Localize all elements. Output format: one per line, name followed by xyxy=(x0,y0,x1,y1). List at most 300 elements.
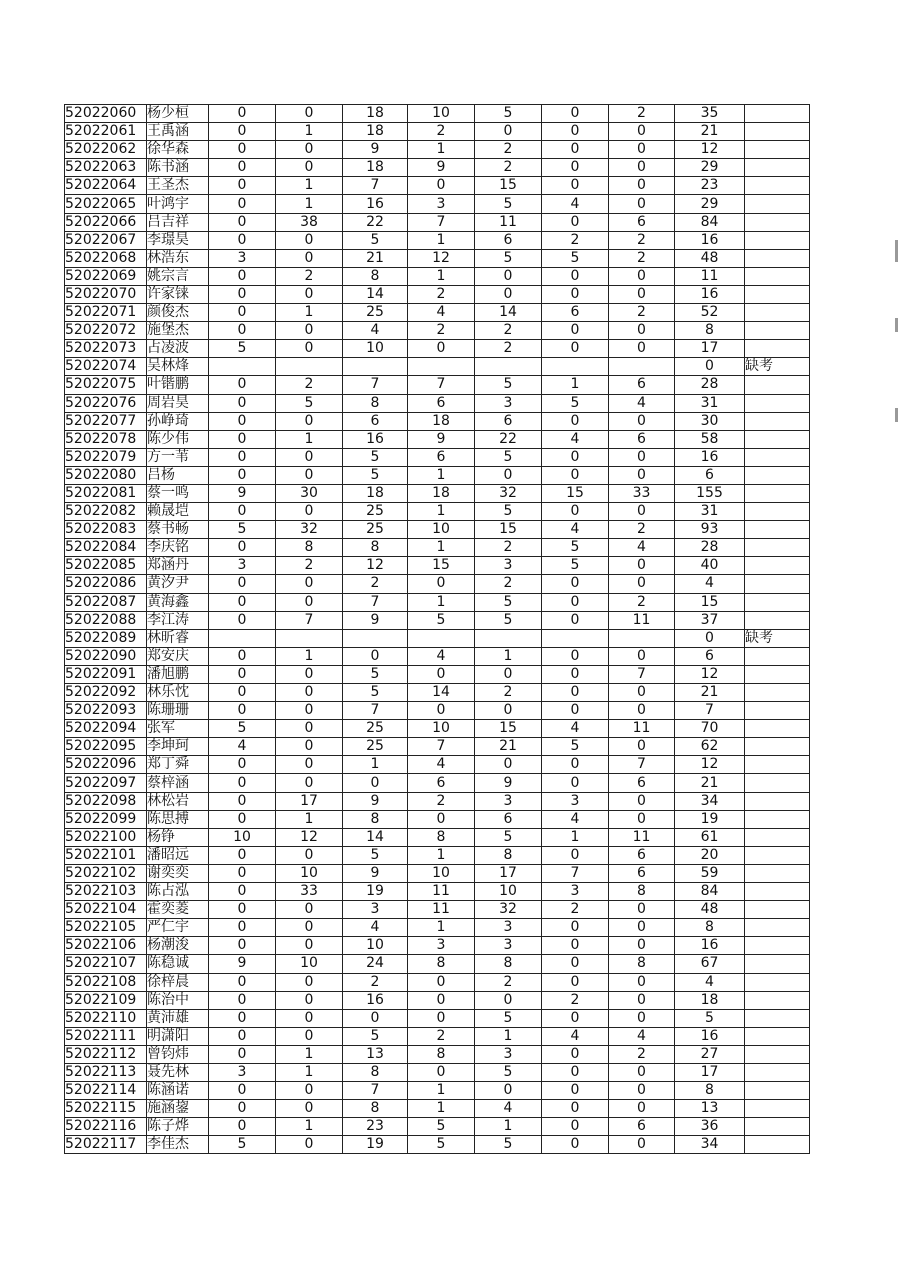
score-cell: 3 xyxy=(475,394,542,412)
student-name-cell: 张军 xyxy=(147,720,209,738)
score-cell: 0 xyxy=(276,322,343,340)
score-cell: 0 xyxy=(475,285,542,303)
score-cell: 0 xyxy=(209,1082,276,1100)
score-cell: 1 xyxy=(408,1100,475,1118)
note-cell xyxy=(745,249,810,267)
score-cell: 0 xyxy=(408,1009,475,1027)
score-cell: 0 xyxy=(542,1063,609,1081)
score-cell: 8 xyxy=(408,955,475,973)
score-cell: 0 xyxy=(209,141,276,159)
student-id-cell: 52022082 xyxy=(65,503,147,521)
score-cell: 9 xyxy=(343,141,408,159)
total-cell: 29 xyxy=(675,159,745,177)
student-id-cell: 52022061 xyxy=(65,123,147,141)
note-cell xyxy=(745,774,810,792)
student-name-cell: 李坤珂 xyxy=(147,738,209,756)
student-id-cell: 52022083 xyxy=(65,521,147,539)
score-cell: 14 xyxy=(408,684,475,702)
total-cell: 30 xyxy=(675,412,745,430)
score-cell: 0 xyxy=(542,611,609,629)
score-cell: 0 xyxy=(408,665,475,683)
score-cell: 10 xyxy=(408,521,475,539)
score-cell: 2 xyxy=(475,159,542,177)
score-cell: 0 xyxy=(276,159,343,177)
score-cell: 32 xyxy=(475,901,542,919)
student-name-cell: 陈稳诚 xyxy=(147,955,209,973)
total-cell: 4 xyxy=(675,973,745,991)
score-cell: 0 xyxy=(209,376,276,394)
score-cell: 0 xyxy=(209,285,276,303)
score-cell: 2 xyxy=(475,973,542,991)
score-cell: 0 xyxy=(408,973,475,991)
score-cell: 0 xyxy=(276,249,343,267)
student-id-cell: 52022106 xyxy=(65,937,147,955)
score-cell: 25 xyxy=(343,521,408,539)
score-cell: 11 xyxy=(408,883,475,901)
table-row xyxy=(65,883,810,901)
score-cell: 2 xyxy=(609,1045,675,1063)
table-row xyxy=(65,864,810,882)
score-cell: 1 xyxy=(276,810,343,828)
student-name-cell: 聂先林 xyxy=(147,1063,209,1081)
score-cell: 0 xyxy=(209,665,276,683)
score-cell: 0 xyxy=(609,702,675,720)
score-cell: 0 xyxy=(609,973,675,991)
student-id-cell: 52022062 xyxy=(65,141,147,159)
score-cell: 0 xyxy=(209,430,276,448)
note-cell xyxy=(745,611,810,629)
table-row xyxy=(65,177,810,195)
score-cell: 0 xyxy=(609,141,675,159)
total-cell: 67 xyxy=(675,955,745,973)
note-cell xyxy=(745,702,810,720)
student-name-cell: 陈思搏 xyxy=(147,810,209,828)
student-id-cell: 52022097 xyxy=(65,774,147,792)
table-row xyxy=(65,448,810,466)
student-id-cell: 52022117 xyxy=(65,1136,147,1154)
score-cell: 0 xyxy=(475,991,542,1009)
student-id-cell: 52022102 xyxy=(65,864,147,882)
score-cell: 22 xyxy=(343,213,408,231)
score-cell: 0 xyxy=(609,340,675,358)
student-name-cell: 陈珊珊 xyxy=(147,702,209,720)
student-id-cell: 52022094 xyxy=(65,720,147,738)
note-cell xyxy=(745,141,810,159)
student-name-cell: 施涵鋆 xyxy=(147,1100,209,1118)
score-cell: 15 xyxy=(475,177,542,195)
score-cell: 25 xyxy=(343,304,408,322)
score-cell: 0 xyxy=(209,159,276,177)
student-id-cell: 52022087 xyxy=(65,593,147,611)
table-row xyxy=(65,919,810,937)
score-cell: 0 xyxy=(542,756,609,774)
note-cell xyxy=(745,738,810,756)
table-row xyxy=(65,774,810,792)
score-cell: 6 xyxy=(609,213,675,231)
score-cell: 0 xyxy=(209,195,276,213)
total-cell: 12 xyxy=(675,141,745,159)
total-cell: 21 xyxy=(675,123,745,141)
score-cell: 0 xyxy=(209,864,276,882)
score-cell xyxy=(609,358,675,376)
student-id-cell: 52022078 xyxy=(65,430,147,448)
score-cell: 0 xyxy=(542,412,609,430)
score-cell: 1 xyxy=(475,647,542,665)
score-cell: 1 xyxy=(276,430,343,448)
note-cell xyxy=(745,484,810,502)
score-cell: 7 xyxy=(609,756,675,774)
score-cell: 5 xyxy=(475,195,542,213)
score-cell: 0 xyxy=(475,123,542,141)
student-id-cell: 52022095 xyxy=(65,738,147,756)
score-cell: 0 xyxy=(542,340,609,358)
score-cell: 0 xyxy=(276,919,343,937)
score-cell: 0 xyxy=(209,901,276,919)
score-cell: 3 xyxy=(475,1045,542,1063)
score-cell: 22 xyxy=(475,430,542,448)
total-cell: 16 xyxy=(675,1027,745,1045)
table-row xyxy=(65,285,810,303)
note-cell xyxy=(745,213,810,231)
score-cell: 2 xyxy=(276,267,343,285)
student-name-cell: 王禹涵 xyxy=(147,123,209,141)
score-cell: 9 xyxy=(343,792,408,810)
score-cell: 9 xyxy=(209,484,276,502)
score-cell: 18 xyxy=(343,484,408,502)
score-cell: 0 xyxy=(542,448,609,466)
score-cell: 10 xyxy=(209,828,276,846)
score-table xyxy=(64,104,810,1154)
table-row xyxy=(65,1100,810,1118)
total-cell: 48 xyxy=(675,249,745,267)
total-cell: 13 xyxy=(675,1100,745,1118)
note-cell xyxy=(745,665,810,683)
score-cell: 4 xyxy=(408,647,475,665)
score-cell: 7 xyxy=(408,213,475,231)
table-row xyxy=(65,340,810,358)
table-row xyxy=(65,828,810,846)
score-cell: 5 xyxy=(475,376,542,394)
score-cell: 17 xyxy=(475,864,542,882)
score-cell: 5 xyxy=(542,394,609,412)
score-cell: 0 xyxy=(276,720,343,738)
score-cell: 10 xyxy=(408,105,475,123)
student-id-cell: 52022099 xyxy=(65,810,147,828)
table-row xyxy=(65,322,810,340)
score-cell: 0 xyxy=(276,285,343,303)
student-id-cell: 52022066 xyxy=(65,213,147,231)
total-cell: 27 xyxy=(675,1045,745,1063)
score-cell: 0 xyxy=(276,503,343,521)
note-cell xyxy=(745,340,810,358)
table-row xyxy=(65,159,810,177)
score-cell: 2 xyxy=(475,684,542,702)
score-cell: 5 xyxy=(542,249,609,267)
score-cell: 5 xyxy=(408,611,475,629)
score-cell: 0 xyxy=(408,702,475,720)
score-cell: 3 xyxy=(209,249,276,267)
student-id-cell: 52022084 xyxy=(65,539,147,557)
score-cell: 0 xyxy=(408,177,475,195)
score-cell: 0 xyxy=(609,810,675,828)
total-cell: 93 xyxy=(675,521,745,539)
student-id-cell: 52022070 xyxy=(65,285,147,303)
student-name-cell: 陈子烨 xyxy=(147,1118,209,1136)
score-cell: 5 xyxy=(408,1118,475,1136)
score-cell: 0 xyxy=(408,810,475,828)
total-cell: 7 xyxy=(675,702,745,720)
student-id-cell: 52022108 xyxy=(65,973,147,991)
scan-edge-mark xyxy=(895,318,898,332)
student-id-cell: 52022060 xyxy=(65,105,147,123)
score-cell: 4 xyxy=(609,539,675,557)
score-cell: 24 xyxy=(343,955,408,973)
score-cell: 0 xyxy=(209,177,276,195)
table-row xyxy=(65,123,810,141)
table-row xyxy=(65,593,810,611)
score-cell: 4 xyxy=(475,1100,542,1118)
note-cell xyxy=(745,304,810,322)
score-cell: 0 xyxy=(542,123,609,141)
score-cell: 0 xyxy=(609,792,675,810)
score-cell: 0 xyxy=(276,991,343,1009)
score-cell: 2 xyxy=(542,991,609,1009)
score-cell: 8 xyxy=(609,955,675,973)
score-cell xyxy=(609,629,675,647)
score-cell: 32 xyxy=(475,484,542,502)
score-cell: 0 xyxy=(209,883,276,901)
score-cell: 0 xyxy=(542,503,609,521)
score-cell: 0 xyxy=(408,340,475,358)
score-cell xyxy=(276,358,343,376)
score-cell: 0 xyxy=(209,412,276,430)
score-cell: 0 xyxy=(542,1100,609,1118)
score-cell xyxy=(276,629,343,647)
score-cell: 5 xyxy=(408,1136,475,1154)
score-cell: 6 xyxy=(343,412,408,430)
student-id-cell: 52022112 xyxy=(65,1045,147,1063)
score-cell: 1 xyxy=(542,828,609,846)
score-cell: 0 xyxy=(209,611,276,629)
total-cell: 48 xyxy=(675,901,745,919)
table-row xyxy=(65,973,810,991)
score-cell: 7 xyxy=(343,702,408,720)
table-row xyxy=(65,394,810,412)
score-cell: 2 xyxy=(609,249,675,267)
score-cell: 0 xyxy=(276,684,343,702)
score-cell: 0 xyxy=(343,647,408,665)
score-cell: 5 xyxy=(343,466,408,484)
student-id-cell: 52022107 xyxy=(65,955,147,973)
score-cell: 4 xyxy=(542,195,609,213)
score-cell: 8 xyxy=(343,810,408,828)
score-cell: 0 xyxy=(276,774,343,792)
score-cell: 1 xyxy=(408,141,475,159)
note-cell xyxy=(745,575,810,593)
score-cell: 1 xyxy=(276,647,343,665)
table-row xyxy=(65,358,810,376)
score-cell: 4 xyxy=(343,322,408,340)
note-cell xyxy=(745,810,810,828)
student-id-cell: 52022064 xyxy=(65,177,147,195)
score-cell: 16 xyxy=(343,991,408,1009)
score-cell: 5 xyxy=(475,249,542,267)
student-name-cell: 李江涛 xyxy=(147,611,209,629)
score-cell: 4 xyxy=(408,756,475,774)
total-cell: 16 xyxy=(675,231,745,249)
score-cell: 10 xyxy=(343,340,408,358)
student-id-cell: 52022115 xyxy=(65,1100,147,1118)
table-row xyxy=(65,105,810,123)
score-cell: 5 xyxy=(475,1136,542,1154)
student-id-cell: 52022065 xyxy=(65,195,147,213)
score-cell: 25 xyxy=(343,738,408,756)
student-id-cell: 52022075 xyxy=(65,376,147,394)
student-id-cell: 52022104 xyxy=(65,901,147,919)
student-name-cell: 潘旭鹏 xyxy=(147,665,209,683)
total-cell: 29 xyxy=(675,195,745,213)
score-cell: 0 xyxy=(209,756,276,774)
note-cell xyxy=(745,991,810,1009)
score-cell: 0 xyxy=(276,973,343,991)
table-row xyxy=(65,991,810,1009)
student-id-cell: 52022114 xyxy=(65,1082,147,1100)
student-name-cell: 许家铼 xyxy=(147,285,209,303)
score-cell: 0 xyxy=(343,774,408,792)
score-cell: 1 xyxy=(276,1118,343,1136)
student-name-cell: 李佳杰 xyxy=(147,1136,209,1154)
score-cell: 0 xyxy=(609,412,675,430)
score-cell: 6 xyxy=(609,376,675,394)
table-row xyxy=(65,575,810,593)
score-cell: 25 xyxy=(343,503,408,521)
score-cell: 7 xyxy=(343,1082,408,1100)
note-cell xyxy=(745,901,810,919)
table-row xyxy=(65,376,810,394)
total-cell: 23 xyxy=(675,177,745,195)
note-cell xyxy=(745,1009,810,1027)
student-id-cell: 52022091 xyxy=(65,665,147,683)
score-cell: 0 xyxy=(209,1045,276,1063)
score-cell: 0 xyxy=(609,123,675,141)
score-cell: 6 xyxy=(609,430,675,448)
note-cell xyxy=(745,792,810,810)
note-cell xyxy=(745,720,810,738)
score-cell: 6 xyxy=(408,448,475,466)
score-cell: 15 xyxy=(475,720,542,738)
score-cell: 8 xyxy=(343,1063,408,1081)
score-cell: 0 xyxy=(609,1063,675,1081)
score-cell: 0 xyxy=(209,322,276,340)
table-row xyxy=(65,647,810,665)
score-cell: 2 xyxy=(475,575,542,593)
score-cell: 0 xyxy=(276,231,343,249)
score-cell: 0 xyxy=(209,304,276,322)
score-cell: 0 xyxy=(209,1027,276,1045)
score-cell: 9 xyxy=(343,864,408,882)
score-cell: 18 xyxy=(343,123,408,141)
student-name-cell: 王圣杰 xyxy=(147,177,209,195)
score-cell: 0 xyxy=(276,1027,343,1045)
total-cell: 31 xyxy=(675,503,745,521)
student-id-cell: 52022076 xyxy=(65,394,147,412)
score-cell: 3 xyxy=(475,557,542,575)
score-cell: 0 xyxy=(408,575,475,593)
score-cell: 1 xyxy=(408,919,475,937)
score-cell: 11 xyxy=(609,611,675,629)
score-table-body xyxy=(65,105,810,1154)
note-cell xyxy=(745,883,810,901)
table-row xyxy=(65,901,810,919)
score-cell: 0 xyxy=(609,901,675,919)
score-cell: 0 xyxy=(542,159,609,177)
note-cell xyxy=(745,1063,810,1081)
total-cell: 34 xyxy=(675,1136,745,1154)
score-cell: 1 xyxy=(408,539,475,557)
score-cell: 10 xyxy=(276,864,343,882)
student-name-cell: 周岩昊 xyxy=(147,394,209,412)
score-cell: 5 xyxy=(343,1027,408,1045)
score-cell: 30 xyxy=(276,484,343,502)
score-cell: 0 xyxy=(276,466,343,484)
score-cell: 0 xyxy=(609,684,675,702)
score-cell: 0 xyxy=(609,466,675,484)
student-name-cell: 徐华森 xyxy=(147,141,209,159)
score-cell: 10 xyxy=(475,883,542,901)
score-cell: 0 xyxy=(475,702,542,720)
score-cell: 3 xyxy=(542,883,609,901)
note-cell xyxy=(745,177,810,195)
total-cell: 18 xyxy=(675,991,745,1009)
score-cell: 12 xyxy=(276,828,343,846)
score-cell: 4 xyxy=(209,738,276,756)
score-cell: 2 xyxy=(343,575,408,593)
student-id-cell: 52022080 xyxy=(65,466,147,484)
score-cell: 15 xyxy=(408,557,475,575)
student-id-cell: 52022105 xyxy=(65,919,147,937)
note-cell xyxy=(745,937,810,955)
score-cell: 0 xyxy=(542,955,609,973)
score-cell: 1 xyxy=(276,177,343,195)
score-cell: 9 xyxy=(343,611,408,629)
score-cell xyxy=(475,629,542,647)
score-cell: 0 xyxy=(209,792,276,810)
score-cell xyxy=(408,358,475,376)
total-cell: 16 xyxy=(675,285,745,303)
total-cell: 37 xyxy=(675,611,745,629)
score-cell: 3 xyxy=(209,557,276,575)
student-name-cell: 陈占泓 xyxy=(147,883,209,901)
student-name-cell: 杨少桓 xyxy=(147,105,209,123)
score-cell: 0 xyxy=(609,448,675,466)
student-id-cell: 52022096 xyxy=(65,756,147,774)
score-cell: 7 xyxy=(408,738,475,756)
score-cell: 0 xyxy=(209,105,276,123)
student-name-cell: 陈治中 xyxy=(147,991,209,1009)
score-cell: 2 xyxy=(475,322,542,340)
score-cell: 0 xyxy=(609,557,675,575)
score-cell: 0 xyxy=(209,1009,276,1027)
score-cell: 5 xyxy=(209,340,276,358)
score-cell: 1 xyxy=(408,846,475,864)
score-cell: 21 xyxy=(475,738,542,756)
score-cell: 0 xyxy=(276,575,343,593)
score-cell: 7 xyxy=(276,611,343,629)
student-name-cell: 徐梓晨 xyxy=(147,973,209,991)
total-cell: 35 xyxy=(675,105,745,123)
score-cell: 3 xyxy=(408,195,475,213)
score-cell: 4 xyxy=(343,919,408,937)
